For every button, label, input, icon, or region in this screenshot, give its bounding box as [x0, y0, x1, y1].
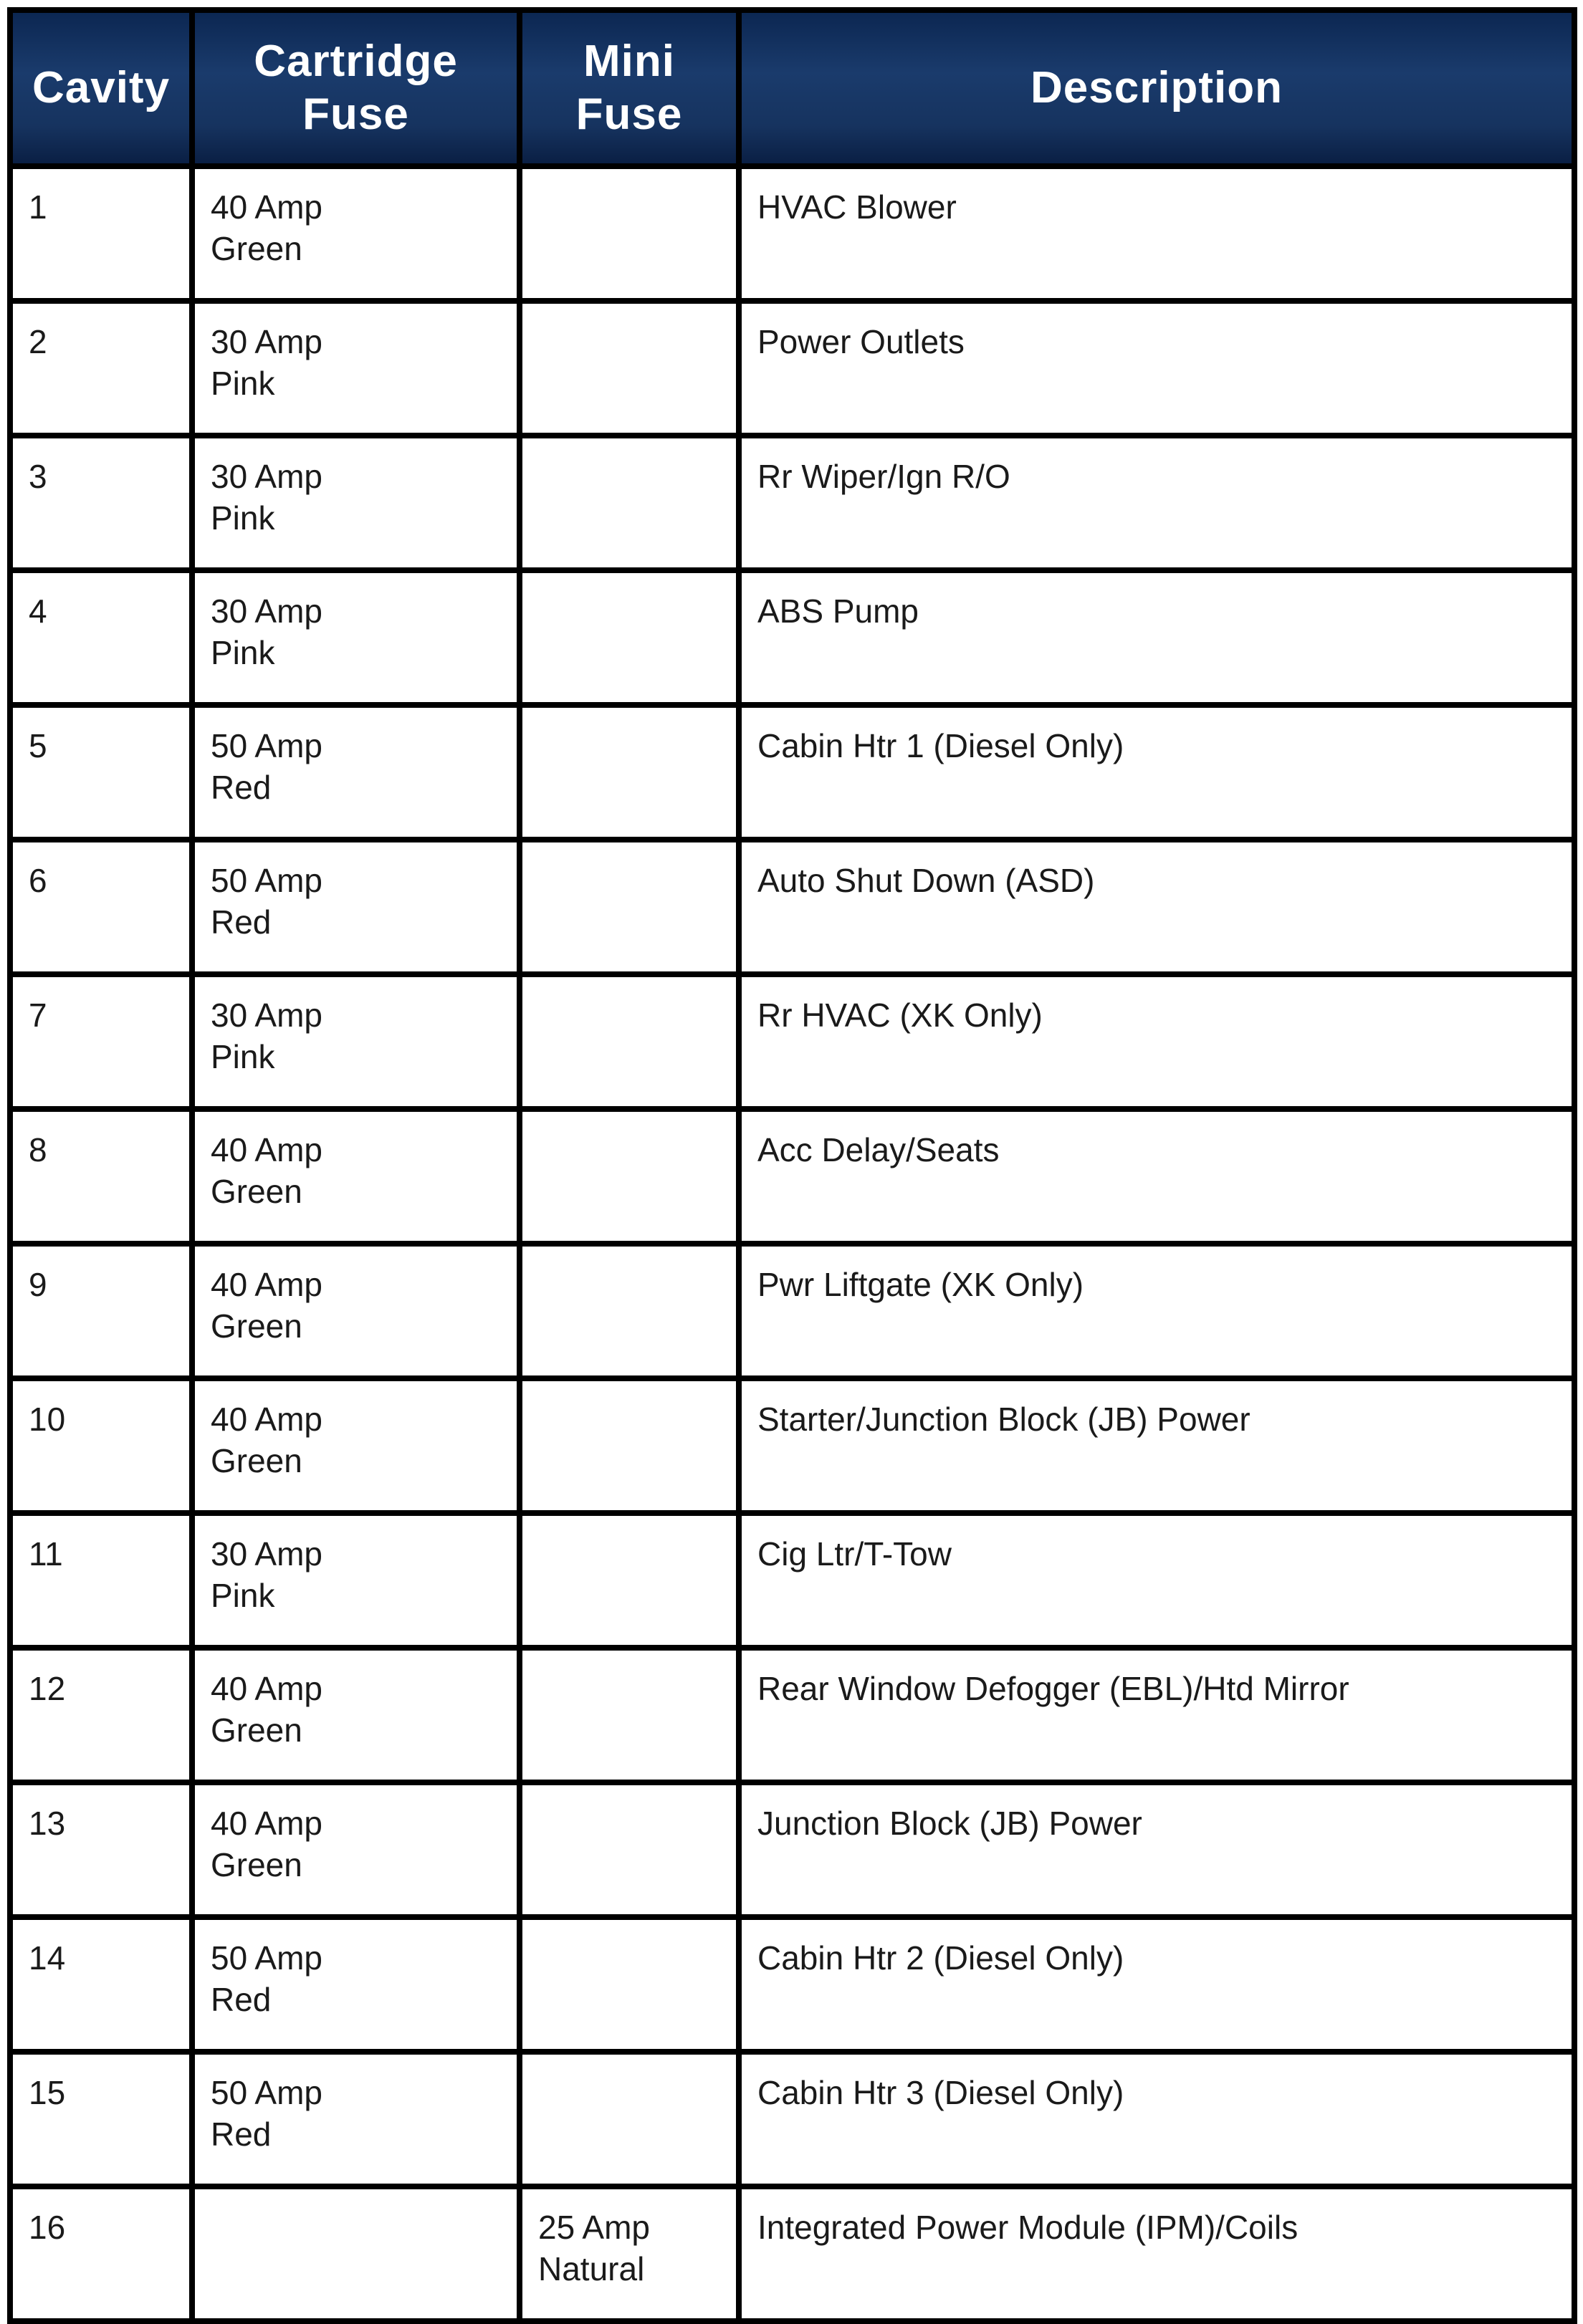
mini-fuse-cell	[520, 2052, 739, 2186]
header-cavity: Cavity	[10, 10, 192, 166]
description-cell: Acc Delay/Seats	[739, 1109, 1574, 1244]
cartridge-fuse-cell	[192, 301, 520, 436]
table-row	[10, 2052, 1574, 2186]
cartridge-color: Green	[211, 230, 302, 267]
cartridge-color: Red	[211, 2116, 272, 2153]
description-cell: Power Outlets	[739, 301, 1574, 436]
table-row	[10, 1244, 1574, 1378]
cartridge-amp: 50 Amp	[211, 2074, 322, 2111]
table-header-row	[10, 10, 1574, 166]
table-row	[10, 1648, 1574, 1782]
mini-fuse-cell	[520, 436, 739, 570]
description-cell: Cabin Htr 1 (Diesel Only)	[739, 705, 1574, 840]
cavity-cell: 2	[10, 301, 192, 436]
table-row	[10, 1378, 1574, 1513]
description-cell: Rear Window Defogger (EBL)/Htd Mirror	[739, 1648, 1574, 1782]
table-row	[10, 1513, 1574, 1648]
table-row	[10, 570, 1574, 705]
cartridge-color: Green	[211, 1307, 302, 1345]
cartridge-color: Green	[211, 1846, 302, 1883]
table-row	[10, 974, 1574, 1109]
mini-fuse-cell	[520, 1513, 739, 1648]
table-row	[10, 436, 1574, 570]
cavity-cell: 15	[10, 2052, 192, 2186]
cartridge-fuse-cell	[192, 2186, 520, 2321]
cartridge-amp: 50 Amp	[211, 1939, 322, 1977]
mini-fuse-cell	[520, 1109, 739, 1244]
cartridge-fuse-cell	[192, 1782, 520, 1917]
cavity-cell: 13	[10, 1782, 192, 1917]
cartridge-fuse-cell	[192, 1648, 520, 1782]
cartridge-color: Green	[211, 1711, 302, 1749]
description-cell: Cig Ltr/T-Tow	[739, 1513, 1574, 1648]
mini-fuse-cell	[520, 1648, 739, 1782]
description-cell: ABS Pump	[739, 570, 1574, 705]
cavity-cell: 16	[10, 2186, 192, 2321]
cartridge-color: Red	[211, 1981, 272, 2018]
description-cell: Auto Shut Down (ASD)	[739, 840, 1574, 974]
fuse-table	[7, 7, 1577, 2324]
mini-amp: 25 Amp	[538, 2209, 650, 2246]
cartridge-amp: 40 Amp	[211, 1805, 322, 1842]
cavity-cell: 11	[10, 1513, 192, 1648]
cavity-cell: 1	[10, 166, 192, 301]
mini-fuse-cell	[520, 840, 739, 974]
table-row	[10, 1782, 1574, 1917]
header-mini-line2: Fuse	[575, 90, 683, 139]
mini-fuse-cell	[520, 2186, 739, 2321]
cartridge-amp: 30 Amp	[211, 1535, 322, 1572]
header-description: Description	[739, 10, 1574, 166]
description-cell: Rr HVAC (XK Only)	[739, 974, 1574, 1109]
description-cell: Integrated Power Module (IPM)/Coils	[739, 2186, 1574, 2321]
table-row	[10, 1109, 1574, 1244]
cartridge-fuse-cell	[192, 974, 520, 1109]
cartridge-color: Pink	[211, 365, 275, 402]
description-cell: Pwr Liftgate (XK Only)	[739, 1244, 1574, 1378]
cartridge-amp: 40 Amp	[211, 188, 322, 226]
mini-fuse-cell	[520, 1244, 739, 1378]
cartridge-color: Pink	[211, 1577, 275, 1614]
cavity-cell: 8	[10, 1109, 192, 1244]
cartridge-amp: 30 Amp	[211, 592, 322, 630]
cavity-cell: 4	[10, 570, 192, 705]
cartridge-amp: 40 Amp	[211, 1670, 322, 1707]
cavity-cell: 14	[10, 1917, 192, 2052]
mini-fuse-cell	[520, 301, 739, 436]
cartridge-color: Pink	[211, 499, 275, 537]
cartridge-amp: 40 Amp	[211, 1266, 322, 1303]
cartridge-color: Pink	[211, 634, 275, 671]
cavity-cell: 6	[10, 840, 192, 974]
description-cell: Cabin Htr 2 (Diesel Only)	[739, 1917, 1574, 2052]
cavity-cell: 12	[10, 1648, 192, 1782]
cartridge-amp: 30 Amp	[211, 323, 322, 360]
table-row	[10, 840, 1574, 974]
cartridge-fuse-cell	[192, 840, 520, 974]
cartridge-fuse-cell	[192, 1109, 520, 1244]
table-row	[10, 705, 1574, 840]
cartridge-color: Green	[211, 1442, 302, 1479]
cartridge-fuse-cell	[192, 570, 520, 705]
cartridge-amp: 40 Amp	[211, 1401, 322, 1438]
description-cell: Junction Block (JB) Power	[739, 1782, 1574, 1917]
cartridge-color: Red	[211, 903, 272, 941]
cartridge-fuse-cell	[192, 436, 520, 570]
table-row	[10, 1917, 1574, 2052]
cartridge-color: Red	[211, 769, 272, 806]
table-body	[10, 166, 1574, 2321]
cavity-cell: 5	[10, 705, 192, 840]
mini-fuse-cell	[520, 166, 739, 301]
mini-fuse-cell	[520, 1917, 739, 2052]
header-mini-fuse	[520, 10, 739, 166]
cavity-cell: 10	[10, 1378, 192, 1513]
cartridge-fuse-cell	[192, 2052, 520, 2186]
cartridge-fuse-cell	[192, 705, 520, 840]
cartridge-fuse-cell	[192, 1378, 520, 1513]
cartridge-fuse-cell	[192, 1244, 520, 1378]
mini-fuse-cell	[520, 705, 739, 840]
cartridge-fuse-cell	[192, 1917, 520, 2052]
mini-fuse-cell	[520, 974, 739, 1109]
cartridge-color: Green	[211, 1173, 302, 1210]
cartridge-amp: 50 Amp	[211, 727, 322, 764]
cavity-cell: 3	[10, 436, 192, 570]
description-cell: Starter/Junction Block (JB) Power	[739, 1378, 1574, 1513]
description-cell: HVAC Blower	[739, 166, 1574, 301]
cartridge-amp: 30 Amp	[211, 458, 322, 495]
header-cartridge-line2: Fuse	[302, 90, 409, 139]
cartridge-amp: 50 Amp	[211, 862, 322, 899]
cartridge-color: Pink	[211, 1038, 275, 1075]
cavity-cell: 7	[10, 974, 192, 1109]
cartridge-fuse-cell	[192, 1513, 520, 1648]
table-row	[10, 301, 1574, 436]
cartridge-amp: 30 Amp	[211, 997, 322, 1034]
table-row	[10, 2186, 1574, 2321]
header-cartridge-line1: Cartridge	[254, 37, 458, 86]
description-cell: Cabin Htr 3 (Diesel Only)	[739, 2052, 1574, 2186]
header-mini-line1: Mini	[583, 37, 675, 86]
table-row	[10, 166, 1574, 301]
mini-fuse-cell	[520, 570, 739, 705]
mini-fuse-cell	[520, 1378, 739, 1513]
mini-fuse-cell	[520, 1782, 739, 1917]
cavity-cell: 9	[10, 1244, 192, 1378]
mini-color: Natural	[538, 2250, 645, 2287]
description-cell: Rr Wiper/Ign R/O	[739, 436, 1574, 570]
cartridge-amp: 40 Amp	[211, 1131, 322, 1168]
header-cartridge-fuse	[192, 10, 520, 166]
cartridge-fuse-cell	[192, 166, 520, 301]
